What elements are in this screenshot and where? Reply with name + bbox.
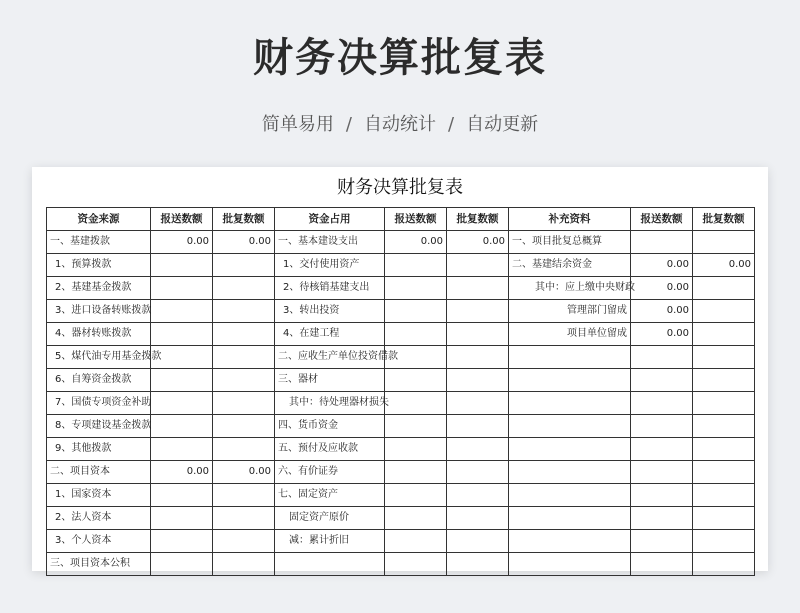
amount-cell[interactable]	[151, 369, 213, 392]
header-cell: 报送数额	[631, 208, 693, 231]
amount-cell[interactable]	[631, 530, 693, 553]
table-row	[47, 530, 755, 553]
amount-cell[interactable]: 0.00	[385, 231, 447, 254]
amount-cell[interactable]	[151, 392, 213, 415]
label-cell[interactable]: 3、转出投资	[275, 300, 385, 323]
amount-cell[interactable]: 0.00	[213, 461, 275, 484]
tag-auto-update: 自动更新	[466, 114, 539, 135]
amount-cell[interactable]	[151, 553, 213, 576]
amount-cell[interactable]	[151, 323, 213, 346]
amount-cell[interactable]: 0.00	[151, 231, 213, 254]
amount-cell[interactable]	[693, 530, 755, 553]
label-cell[interactable]: 四、货币资金	[275, 415, 385, 438]
amount-cell[interactable]	[447, 254, 509, 277]
amount-cell[interactable]: 0.00	[693, 254, 755, 277]
label-cell[interactable]: 9、其他拨款	[47, 438, 151, 461]
label-cell[interactable]	[275, 553, 385, 576]
label-cell[interactable]: 5、煤代油专用基金拨款	[47, 346, 151, 369]
amount-cell[interactable]	[447, 415, 509, 438]
label-cell[interactable]	[509, 438, 631, 461]
amount-cell[interactable]	[693, 507, 755, 530]
amount-cell[interactable]	[447, 553, 509, 576]
amount-cell[interactable]	[693, 346, 755, 369]
amount-cell[interactable]	[213, 300, 275, 323]
amount-cell[interactable]	[447, 369, 509, 392]
label-cell[interactable]: 1、国家资本	[47, 484, 151, 507]
amount-cell[interactable]	[693, 461, 755, 484]
amount-cell[interactable]	[151, 507, 213, 530]
label-cell[interactable]: 项目单位留成	[509, 323, 631, 346]
amount-cell[interactable]	[213, 415, 275, 438]
amount-cell[interactable]	[213, 323, 275, 346]
amount-cell[interactable]	[447, 461, 509, 484]
header-cell: 批复数额	[447, 208, 509, 231]
amount-cell[interactable]	[631, 553, 693, 576]
label-cell[interactable]: 其中：待处理器材损失	[275, 392, 385, 415]
label-cell[interactable]	[509, 484, 631, 507]
amount-cell[interactable]	[631, 438, 693, 461]
amount-cell[interactable]	[693, 438, 755, 461]
amount-cell[interactable]	[151, 438, 213, 461]
label-cell[interactable]	[509, 553, 631, 576]
amount-cell[interactable]: 0.00	[151, 461, 213, 484]
amount-cell[interactable]	[385, 553, 447, 576]
amount-cell[interactable]: 0.00	[631, 300, 693, 323]
amount-cell[interactable]	[631, 369, 693, 392]
amount-cell[interactable]	[447, 530, 509, 553]
amount-cell[interactable]	[693, 415, 755, 438]
amount-cell[interactable]	[631, 346, 693, 369]
amount-cell[interactable]	[151, 530, 213, 553]
amount-cell[interactable]	[447, 438, 509, 461]
amount-cell[interactable]: 0.00	[631, 277, 693, 300]
table-row	[47, 438, 755, 461]
amount-cell[interactable]	[385, 300, 447, 323]
amount-cell[interactable]	[631, 231, 693, 254]
tag-easy: 简单易用	[261, 114, 334, 135]
tag-auto-stat: 自动统计	[364, 114, 436, 135]
amount-cell[interactable]	[151, 277, 213, 300]
label-cell[interactable]: 二、基建结余资金	[509, 254, 631, 277]
label-cell[interactable]: 3、个人资本	[47, 530, 151, 553]
amount-cell[interactable]	[631, 484, 693, 507]
amount-cell[interactable]	[385, 461, 447, 484]
amount-cell[interactable]	[631, 507, 693, 530]
amount-cell[interactable]	[213, 484, 275, 507]
label-cell[interactable]: 一、基建拨款	[47, 231, 151, 254]
label-cell[interactable]: 三、项目资本公积	[47, 553, 151, 576]
table-header-row	[47, 208, 755, 231]
amount-cell[interactable]	[385, 254, 447, 277]
amount-cell[interactable]	[447, 300, 509, 323]
amount-cell[interactable]	[385, 277, 447, 300]
amount-cell[interactable]	[693, 323, 755, 346]
label-cell[interactable]: 三、器材	[275, 369, 385, 392]
label-cell[interactable]: 七、固定资产	[275, 484, 385, 507]
amount-cell[interactable]: 0.00	[213, 231, 275, 254]
amount-cell[interactable]	[151, 484, 213, 507]
label-cell[interactable]	[509, 369, 631, 392]
amount-cell[interactable]	[447, 346, 509, 369]
amount-cell[interactable]	[385, 323, 447, 346]
amount-cell[interactable]	[213, 507, 275, 530]
amount-cell[interactable]: 0.00	[631, 323, 693, 346]
amount-cell[interactable]	[693, 277, 755, 300]
label-cell[interactable]: 4、器材转账拨款	[47, 323, 151, 346]
amount-cell[interactable]	[151, 415, 213, 438]
amount-cell[interactable]	[385, 484, 447, 507]
table-row	[47, 300, 755, 323]
amount-cell[interactable]	[213, 346, 275, 369]
amount-cell[interactable]	[693, 553, 755, 576]
spreadsheet-preview	[32, 167, 768, 571]
header-cell: 资金占用	[275, 208, 385, 231]
hero-subtitle	[0, 112, 800, 138]
amount-cell[interactable]	[213, 277, 275, 300]
amount-cell[interactable]	[693, 231, 755, 254]
label-cell[interactable]: 五、预付及应收款	[275, 438, 385, 461]
label-cell[interactable]: 4、在建工程	[275, 323, 385, 346]
label-cell[interactable]	[509, 530, 631, 553]
label-cell[interactable]: 2、待核销基建支出	[275, 277, 385, 300]
amount-cell[interactable]	[385, 530, 447, 553]
amount-cell[interactable]	[213, 369, 275, 392]
label-cell[interactable]	[509, 415, 631, 438]
label-cell[interactable]: 固定资产原价	[275, 507, 385, 530]
label-cell[interactable]: 1、交付使用资产	[275, 254, 385, 277]
label-cell[interactable]: 一、项目批复总概算	[509, 231, 631, 254]
label-cell[interactable]: 管理部门留成	[509, 300, 631, 323]
label-cell[interactable]: 其中：应上缴中央财政	[509, 277, 631, 300]
amount-cell[interactable]	[447, 484, 509, 507]
amount-cell[interactable]	[213, 530, 275, 553]
amount-cell[interactable]	[385, 392, 447, 415]
amount-cell[interactable]	[693, 392, 755, 415]
table-row	[47, 392, 755, 415]
label-cell[interactable]	[509, 392, 631, 415]
amount-cell[interactable]	[385, 415, 447, 438]
amount-cell[interactable]	[213, 438, 275, 461]
table-row	[47, 553, 755, 576]
label-cell[interactable]: 一、基本建设支出	[275, 231, 385, 254]
label-cell[interactable]	[509, 346, 631, 369]
approval-table	[46, 207, 755, 576]
amount-cell[interactable]	[693, 300, 755, 323]
table-row	[47, 231, 755, 254]
table-row	[47, 507, 755, 530]
amount-cell[interactable]	[693, 369, 755, 392]
table-row	[47, 369, 755, 392]
label-cell[interactable]: 二、应收生产单位投资借款	[275, 346, 385, 369]
amount-cell[interactable]	[151, 300, 213, 323]
label-cell[interactable]	[509, 507, 631, 530]
amount-cell[interactable]	[631, 415, 693, 438]
amount-cell[interactable]	[385, 438, 447, 461]
amount-cell[interactable]: 0.00	[631, 254, 693, 277]
table-row	[47, 415, 755, 438]
label-cell[interactable]: 8、专项建设基金拨款	[47, 415, 151, 438]
amount-cell[interactable]	[631, 392, 693, 415]
label-cell[interactable]: 2、法人资本	[47, 507, 151, 530]
amount-cell[interactable]	[213, 553, 275, 576]
amount-cell[interactable]	[447, 507, 509, 530]
amount-cell[interactable]	[631, 461, 693, 484]
hero-title: 财务决算批复表	[253, 35, 547, 81]
header-cell: 补充资料	[509, 208, 631, 231]
amount-cell[interactable]	[447, 323, 509, 346]
label-cell[interactable]: 2、基建基金拨款	[47, 277, 151, 300]
sheet-title: 财务决算批复表	[337, 177, 463, 198]
separator: /	[448, 114, 455, 135]
amount-cell[interactable]	[693, 484, 755, 507]
label-cell[interactable]: 7、国债专项资金补助	[47, 392, 151, 415]
table-row	[47, 323, 755, 346]
amount-cell[interactable]	[151, 254, 213, 277]
label-cell[interactable]: 1、预算拨款	[47, 254, 151, 277]
table-row	[47, 461, 755, 484]
amount-cell[interactable]: 0.00	[447, 231, 509, 254]
amount-cell[interactable]	[213, 392, 275, 415]
header-cell: 报送数额	[151, 208, 213, 231]
separator: /	[345, 114, 352, 135]
header-cell: 批复数额	[693, 208, 755, 231]
label-cell[interactable]	[509, 461, 631, 484]
amount-cell[interactable]	[447, 277, 509, 300]
label-cell[interactable]: 二、项目资本	[47, 461, 151, 484]
header-cell: 批复数额	[213, 208, 275, 231]
amount-cell[interactable]	[385, 369, 447, 392]
header-cell: 资金来源	[47, 208, 151, 231]
label-cell[interactable]: 减：累计折旧	[275, 530, 385, 553]
table-row	[47, 484, 755, 507]
label-cell[interactable]: 6、自筹资金拨款	[47, 369, 151, 392]
label-cell[interactable]: 3、进口设备转账拨款	[47, 300, 151, 323]
header-cell: 报送数额	[385, 208, 447, 231]
table-row	[47, 254, 755, 277]
amount-cell[interactable]	[447, 392, 509, 415]
amount-cell[interactable]	[385, 507, 447, 530]
table-row	[47, 277, 755, 300]
label-cell[interactable]: 六、有价证券	[275, 461, 385, 484]
table-row	[47, 346, 755, 369]
amount-cell[interactable]	[213, 254, 275, 277]
